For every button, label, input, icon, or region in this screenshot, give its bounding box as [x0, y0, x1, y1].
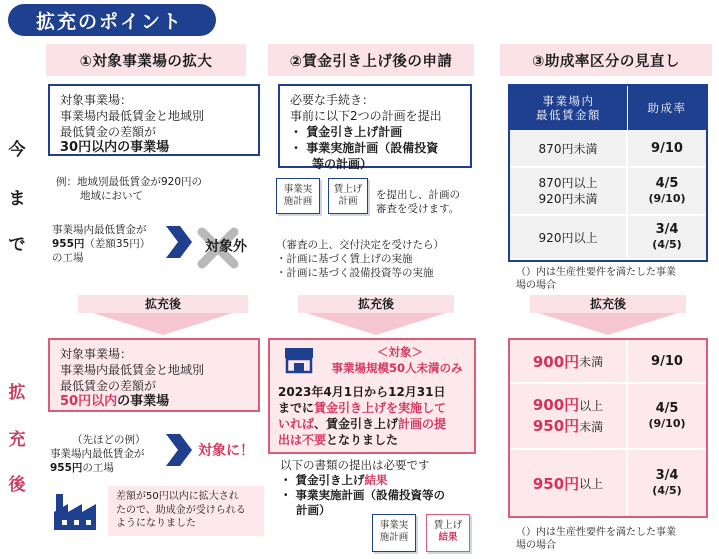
col2-after-main3a: いれば	[278, 417, 315, 431]
col2-after-target-text: 事業場規模50人未満のみ	[331, 361, 463, 375]
col2-before-line1: 必要な手続き：	[290, 93, 375, 107]
col3-after-row2-right-sub: (9/10)	[648, 417, 686, 430]
col2-after-target-label: ＜対象＞	[377, 345, 423, 359]
col1-before-line4: 30円以内の事業場	[60, 140, 170, 155]
col1-after-box	[48, 338, 260, 412]
col1-example-line1: 例：地域別最低賃金が920円の	[56, 176, 203, 188]
table-row	[510, 450, 706, 516]
col1-before-case	[52, 223, 172, 265]
side-label-after-2: 充	[8, 430, 26, 450]
document-icon	[328, 178, 368, 214]
col1-before-case-num: 955円	[52, 238, 85, 250]
col1-after-note-line3: ようになりました	[116, 518, 196, 529]
col1-after-line3: 最低賃金の差額が	[60, 379, 157, 393]
col3-after-row2-right: 4/5	[655, 401, 679, 416]
col1-after-line2: 事業場内最低賃金と地域別	[60, 363, 205, 377]
col2-after-sub: 以下の書類の提出は必要です ・ 賃金引き上げ結果 ・ 事業実施計画（設備投資等の 計画）	[280, 458, 480, 518]
col1-before-case-line3: の工場	[52, 252, 84, 264]
col2-before-doc-note	[376, 188, 476, 216]
col2-after-bullet2a: 事業実施計画（設備投資等の	[295, 488, 446, 502]
col2-after-main4a: 出は不要	[278, 433, 327, 447]
col2-after-bullet1a: 賃金引き上げ	[295, 473, 365, 487]
table-row	[510, 216, 706, 258]
col3-before-row3-right: 3/4	[655, 222, 679, 237]
side-label-before-3: で	[8, 235, 26, 255]
chevron-right-icon	[166, 226, 192, 258]
col3-header-left-b: 最低賃金額	[536, 108, 601, 122]
side-label-after-3: 後	[8, 475, 26, 495]
col2-before-after2: ・計画に基づく賃上げの実施	[276, 253, 413, 265]
col2-before-after1: （審査の上、交付決定を受けたら）	[276, 239, 444, 251]
col2-before-after3: ・計画に基づく設備投資等の実施	[276, 267, 434, 279]
table-row	[510, 168, 706, 216]
col3-before-note	[516, 266, 716, 292]
col1-after-case-rest: の工場	[82, 462, 114, 474]
col1-before-case-line1: 事業場内最低賃金が	[52, 224, 147, 236]
col2-after-doc1-line1: 事業実	[379, 520, 409, 531]
col3-after-row3-unit: 以上	[579, 476, 604, 491]
col3-after-row2-num2: 950円	[532, 417, 580, 435]
factory-icon	[52, 492, 104, 532]
col1-after-note-line2: たので、助成金が受けられる	[116, 504, 246, 516]
col1-before-line2: 事業場内最低賃金と地域別	[60, 109, 205, 123]
col2-after-main	[278, 384, 474, 448]
col3-after-note	[516, 526, 716, 552]
column-heading-1: ①対象事業場の拡大	[46, 44, 246, 76]
expansion-arrow-3	[530, 295, 686, 335]
col2-after-main3b: 、賃金引き上げ	[314, 417, 399, 431]
col1-after-note	[116, 490, 266, 531]
col1-example-line2: 地域において	[80, 190, 143, 202]
col2-before-doc-note2: 審査を受けます。	[376, 203, 460, 215]
col2-after-main1: 2023年4月1日から12月31日	[278, 385, 446, 399]
col2-after-sub1: 以下の書類の提出は必要です	[280, 458, 430, 472]
col3-after-row1-right: 9/10	[651, 353, 683, 369]
col1-before-line1: 対象事業場：	[60, 93, 133, 107]
col3-after-row2-unit1: 以上	[579, 399, 604, 413]
col3-before-row2-right-sub: (9/10)	[648, 192, 686, 205]
col3-header-left-a: 事業場内	[542, 94, 595, 108]
col2-before-doc2-line1: 賃上げ	[333, 184, 363, 195]
section-title: 拡充のポイント	[8, 4, 216, 36]
col1-before-example	[56, 175, 256, 203]
col1-after-line4-rest: の事業場	[117, 394, 170, 409]
col2-after-doc2-line1: 賃上げ	[433, 520, 463, 531]
document-icon	[426, 514, 470, 552]
col1-after-case	[50, 433, 174, 475]
col3-before-row2-right: 4/5	[655, 176, 679, 191]
col2-after-doc2-line2: 結果	[438, 532, 458, 543]
col2-before-bullet2b: 等の計画）	[312, 157, 373, 171]
column-heading-3: ③助成率区分の見直し	[500, 44, 712, 76]
col3-after-note1: （）内は生産性要件を満たした事業	[516, 527, 676, 538]
col2-before-bullet2a: 事業実施計画（設備投資	[306, 141, 439, 155]
col3-after-row3-right-sub: (4/5)	[652, 484, 682, 497]
col2-before-box: 必要な手続き： 事前に以下2つの計画を提出 ・ 賃金引き上げ計画 ・ 事業実施計画（設備投資 等の計画）	[278, 84, 472, 168]
chevron-right-icon	[166, 434, 192, 466]
table-row	[510, 340, 706, 384]
col2-after-main2b: 賃金引き上げを実施して	[314, 401, 447, 415]
col2-after-doc1-line2: 施計画	[379, 532, 409, 543]
col1-after-line1: 対象事業場：	[60, 347, 133, 361]
col3-before-note1: （）内は生産性要件を満たした事業	[516, 267, 676, 278]
col3-before-table	[508, 84, 708, 262]
expansion-arrow-label-2: 拡充後	[298, 295, 454, 313]
col1-after-case-line1: 事業場内最低賃金が	[50, 448, 145, 460]
col1-after-case-line0: （先ほどの例）	[72, 434, 146, 446]
expansion-arrow-label-3: 拡充後	[530, 295, 686, 313]
side-label-after-1: 拡	[8, 383, 26, 403]
col2-after-main2a: までに	[278, 401, 315, 415]
col2-before-line2: 事前に以下2つの計画を提出	[290, 109, 442, 123]
table-row	[510, 130, 706, 168]
col2-before-bullet1: 賃金引き上げ計画	[306, 125, 403, 139]
col2-after-bullet1b: 結果	[364, 473, 388, 487]
col1-before-case-rest: （差額35円）	[84, 238, 151, 250]
col1-before-line3: 最低賃金の差額が	[60, 125, 157, 139]
col3-before-note2: 場の場合	[516, 280, 556, 291]
col3-before-table-header	[510, 86, 706, 130]
expansion-arrow-2	[298, 295, 454, 335]
col3-after-table	[508, 338, 708, 518]
col2-before-doc1-line2: 施計画	[283, 196, 313, 207]
expansion-arrow-1	[78, 295, 248, 335]
col3-before-row1-right: 9/10	[651, 140, 683, 156]
col3-after-row2-unit2: 未満	[579, 420, 604, 434]
side-label-before-1: 今	[8, 140, 26, 160]
document-icon	[372, 514, 416, 552]
col3-before-row3-left: 920円以上	[510, 216, 628, 258]
col1-after-note-line1: 差額が50円以内に拡大され	[116, 491, 239, 502]
column-heading-2: ②賃金引き上げ後の申請	[268, 44, 474, 76]
col1-after-line4-em: 50円以内	[60, 394, 118, 409]
col2-after-main4b: となりました	[326, 433, 399, 447]
col3-before-row2-left2: 920円未満	[538, 192, 598, 206]
col1-after-result: 対象に！	[198, 443, 254, 459]
col1-before-box	[48, 84, 260, 156]
col3-after-row2-num1: 900円	[532, 396, 580, 414]
col3-after-row1-num: 900円	[532, 352, 580, 371]
col3-before-row3-right-sub: (4/5)	[652, 238, 682, 251]
col3-after-note2: 場の場合	[516, 540, 556, 551]
store-icon	[282, 346, 316, 374]
document-icon	[276, 178, 320, 214]
col2-after-bullet2b: 計画）	[296, 503, 331, 517]
col3-after-row3-right: 3/4	[655, 468, 679, 483]
col3-after-row3-num: 950円	[532, 474, 580, 493]
col1-after-case-num: 955円	[50, 462, 83, 474]
col3-before-row1-left: 870円未満	[510, 130, 628, 166]
col2-before-after	[276, 238, 476, 280]
col3-before-row2-left1: 870円以上	[538, 176, 598, 190]
col2-after-main3c: 計画の提	[398, 417, 447, 431]
col3-header-right: 助成率	[647, 101, 687, 115]
table-row	[510, 384, 706, 450]
expansion-arrow-label-1: 拡充後	[78, 295, 248, 313]
side-label-before-2: ま	[8, 189, 26, 209]
col2-before-doc1-line1: 事業実	[283, 184, 313, 195]
col2-before-doc-note1: を提出し、計画の	[376, 189, 460, 201]
col1-before-result: 対象外	[205, 239, 247, 255]
col3-after-row1-unit: 未満	[579, 354, 604, 369]
col2-before-doc2-line2: 計画	[338, 196, 358, 207]
